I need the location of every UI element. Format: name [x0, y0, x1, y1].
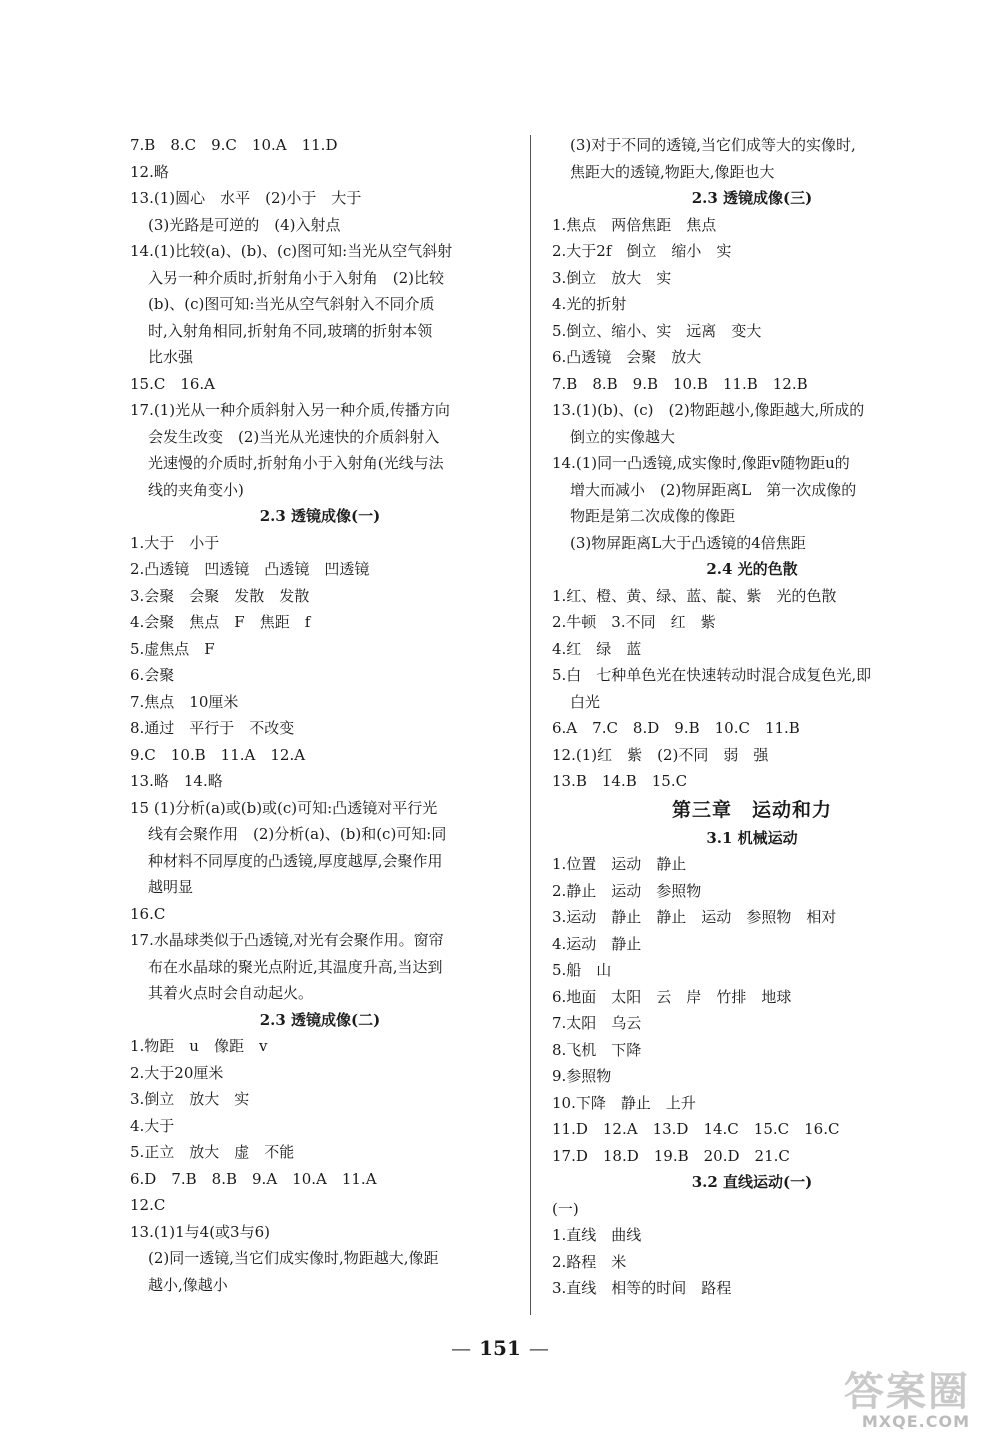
answer-line-continued: 白光 [570, 692, 601, 711]
answer-line: 9.C 10.B 11.A 12.A [130, 745, 306, 764]
answer-line: 17.D 18.D 19.B 20.D 21.C [552, 1146, 790, 1165]
answer-line: 2.牛顿 3.不同 红 紫 [552, 613, 716, 631]
answer-line: 3.会聚 会聚 发散 发散 [130, 586, 310, 605]
watermark [760, 1369, 970, 1432]
section-heading: 3.2 直线运动(一) [691, 1173, 813, 1191]
footer-dash-left: — [451, 1336, 472, 1360]
answer-line: 4.光的折射 [552, 295, 627, 313]
answer-line: 12.C [130, 1196, 166, 1214]
answer-line-continued: 线有会聚作用 (2)分析(a)、(b)和(c)可知:同 [148, 825, 447, 843]
answer-line: 7.B 8.C 9.C 10.A 11.D [130, 136, 338, 154]
answer-line-continued: 入另一种介质时,折射角小于入射角 (2)比较 [148, 268, 445, 287]
answer-line: 4.运动 静止 [552, 934, 642, 953]
answer-line: 2.大于20厘米 [130, 1063, 224, 1082]
answer-line: 1.红、橙、黄、绿、蓝、靛、紫 光的色散 [552, 586, 837, 605]
answer-line: 7.B 8.B 9.B 10.B 11.B 12.B [552, 374, 808, 393]
answer-line-continued: 种材料不同厚度的凸透镜,厚度越厚,会聚作用 [148, 851, 443, 870]
answer-line: 1.直线 曲线 [552, 1226, 642, 1244]
answer-line: 15.C 16.A [130, 374, 216, 393]
answer-line: 6.会聚 [130, 666, 175, 684]
answer-line: 17.(1)光从一种介质斜射入另一种介质,传播方向 [130, 401, 450, 419]
answer-line: 12.略 [130, 162, 169, 181]
answer-line: 3.直线 相等的时间 路程 [552, 1279, 732, 1297]
answer-line: 7.焦点 10厘米 [130, 692, 239, 711]
answer-line: 11.D 12.A 13.D 14.C 15.C 16.C [552, 1120, 840, 1138]
column-divider [530, 135, 531, 1315]
answer-line: 17.水晶球类似于凸透镜,对光有会聚作用。窗帘 [130, 931, 444, 949]
answer-line: 12.(1)红 紫 (2)不同 弱 强 [552, 745, 769, 764]
answer-line-continued: 会发生改变 (2)当光从光速快的介质斜射入 [148, 427, 440, 446]
answer-line: 16.C [130, 904, 166, 923]
answer-line-continued: 其着火点时会自动起火。 [148, 984, 314, 1002]
answer-line: 13.(1)圆心 水平 (2)小于 大于 [130, 189, 362, 207]
answer-line: 2.路程 米 [552, 1252, 627, 1271]
answer-line: 5.白 七种单色光在快速转动时混合成复色光,即 [552, 666, 872, 684]
answer-line-continued: 增大而减小 (2)物屏距离L 第一次成像的 [570, 480, 857, 499]
answer-line-continued: 光速慢的介质时,折射角小于入射角(光线与法 [148, 454, 444, 472]
section-heading: 2.4 光的色散 [706, 560, 798, 578]
answer-line: 3.倒立 放大 实 [552, 268, 672, 287]
answer-line: 15 (1)分析(a)或(b)或(c)可知:凸透镜对平行光 [130, 798, 438, 817]
right-column [552, 132, 952, 1302]
section-heading: 2.3 透镜成像(三) [691, 189, 813, 207]
answer-line-continued: 布在水晶球的聚光点附近,其温度升高,当达到 [148, 957, 443, 976]
section-heading: 3.1 机械运动 [706, 828, 798, 847]
chapter-heading: 第三章 运动和力 [671, 798, 832, 821]
answer-line: 6.地面 太阳 云 岸 竹排 地球 [552, 987, 792, 1006]
answer-line: 1.位置 运动 静止 [552, 855, 687, 873]
answer-line: 5.倒立、缩小、实 远离 变大 [552, 321, 762, 340]
answer-line-continued: (3)光路是可逆的 (4)入射点 [148, 215, 341, 234]
answer-line: 5.船 山 [552, 961, 612, 979]
answer-line: 9.参照物 [552, 1067, 612, 1085]
answer-line: 5.虚焦点 F [130, 639, 215, 658]
answer-line: 6.A 7.C 8.D 9.B 10.C 11.B [552, 719, 800, 737]
answer-line: 2.凸透镜 凹透镜 凸透镜 凹透镜 [130, 560, 370, 578]
answer-line-continued: 物距是第二次成像的像距 [570, 507, 736, 525]
answer-line: 4.红 绿 蓝 [552, 639, 642, 658]
section-heading: 2.3 透镜成像(二) [259, 1010, 381, 1029]
answer-line-continued: (2)同一透镜,当它们成实像时,物距越大,像距 [148, 1249, 439, 1267]
answer-line-continued: 倒立的实像越大 [570, 427, 676, 446]
footer-dash-right: — [528, 1336, 549, 1360]
answer-line: 14.(1)同一凸透镜,成实像时,像距v随物距u的 [552, 454, 850, 472]
answer-line: 5.正立 放大 虚 不能 [130, 1143, 295, 1161]
answer-line-continued: (3)物屏距离L大于凸透镜的4倍焦距 [570, 533, 806, 552]
answer-line-continued: 时,入射角相同,折射角不同,玻璃的折射本领 [148, 321, 433, 340]
answer-line: 7.太阳 乌云 [552, 1014, 642, 1032]
answer-line: 4.大于 [130, 1116, 175, 1135]
answer-line-continued: (3)对于不同的透镜,当它们成等大的实像时, [570, 136, 856, 154]
answer-line: 2.静止 运动 参照物 [552, 881, 702, 900]
answer-line: 1.物距 u 像距 v [130, 1037, 268, 1055]
answer-line: 4.会聚 焦点 F 焦距 f [130, 613, 311, 631]
answer-line: 8.通过 平行于 不改变 [130, 719, 295, 737]
page-number-footer [0, 1336, 1000, 1360]
answer-line: 14.(1)比较(a)、(b)、(c)图可知:当光从空气斜射 [130, 242, 453, 260]
answer-line: 1.大于 小于 [130, 533, 220, 552]
answer-line: (一) [552, 1199, 579, 1218]
answer-line: 1.焦点 两倍焦距 焦点 [552, 215, 717, 234]
answer-line-continued: 越明显 [148, 878, 194, 896]
answer-line-continued: 线的夹角变小) [148, 480, 244, 499]
answer-line: 3.倒立 放大 实 [130, 1090, 250, 1108]
answer-line: 6.凸透镜 会聚 放大 [552, 348, 702, 366]
left-column [130, 132, 510, 1298]
answer-line-continued: 焦距大的透镜,物距大,像距也大 [570, 162, 775, 181]
answer-line: 13.B 14.B 15.C [552, 772, 688, 790]
answer-line-continued: 比水强 [148, 348, 194, 366]
section-heading: 2.3 透镜成像(一) [259, 507, 381, 525]
answer-line-continued: 越小,像越小 [148, 1275, 228, 1294]
answer-line: 6.D 7.B 8.B 9.A 10.A 11.A [130, 1169, 377, 1188]
answer-line: 13.(1)1与4(或3与6) [130, 1222, 270, 1241]
answer-line: 13.略 14.略 [130, 772, 223, 790]
answer-line: 10.下降 静止 上升 [552, 1093, 696, 1112]
watermark-logo: 答案圈 [844, 1369, 970, 1415]
answer-line: 2.大于2f 倒立 缩小 实 [552, 242, 732, 260]
page-number: 151 [479, 1336, 521, 1360]
watermark-site: MXQE.COM [861, 1412, 970, 1431]
answer-line: 13.(1)(b)、(c) (2)物距越小,像距越大,所成的 [552, 401, 865, 419]
answer-line-continued: (b)、(c)图可知:当光从空气斜射入不同介质 [148, 295, 435, 313]
answer-line: 3.运动 静止 静止 运动 参照物 相对 [552, 908, 837, 926]
answer-line: 8.飞机 下降 [552, 1040, 642, 1059]
